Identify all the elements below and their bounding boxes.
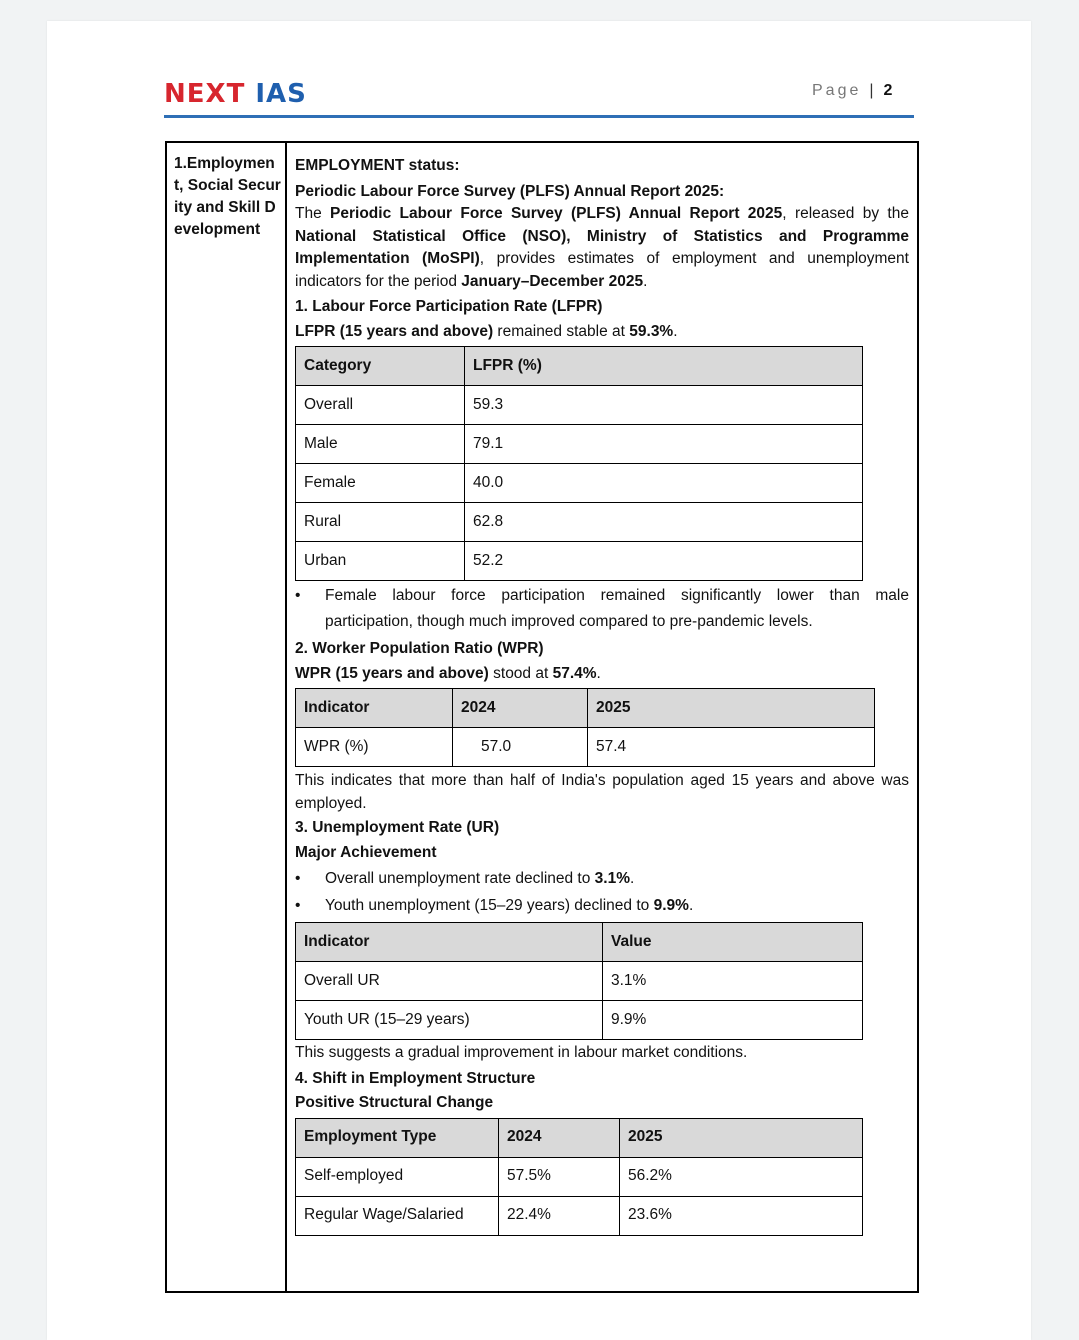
table-row xyxy=(296,728,875,767)
lfpr-summary-bold-2: 59.3% xyxy=(629,322,674,340)
intro-text-3: , provides estimates of employment and unemployment indicators for the period xyxy=(295,250,909,290)
logo-ias: IAS xyxy=(255,79,307,109)
table-cell: Youth UR (15–29 years) xyxy=(296,1001,603,1040)
page-number-label xyxy=(812,82,892,100)
table-cell: Regular Wage/Salaried xyxy=(296,1196,499,1235)
table-header-cell: 2025 xyxy=(588,689,875,728)
content-table xyxy=(165,141,919,1293)
wpr-note: This indicates that more than half of India's population aged 15 years and above was employed. xyxy=(295,772,909,812)
table-header-cell: Employment Type xyxy=(296,1118,499,1157)
table-cell: Rural xyxy=(296,503,465,542)
intro-bold-1: Periodic Labour Force Survey (PLFS) Annual Report 2025 xyxy=(330,205,783,222)
table-header-row xyxy=(296,347,863,386)
lfpr-bullets xyxy=(295,583,909,635)
intro-text-1: The xyxy=(295,205,331,222)
table-cell: 9.9% xyxy=(603,1001,863,1040)
wpr-summary-bold-2: 57.4% xyxy=(552,664,597,682)
structure-table xyxy=(295,1118,863,1236)
table-cell: Self-employed xyxy=(296,1157,499,1196)
table-header-cell: Indicator xyxy=(296,689,453,728)
lfpr-summary-text-2: . xyxy=(673,322,678,340)
table-cell: 79.1 xyxy=(465,425,863,464)
table-header-row xyxy=(296,923,863,962)
ur-bullet-2-end: . xyxy=(688,897,694,914)
ur-bullet-2-text: Youth unemployment (15–29 years) declined to xyxy=(325,897,654,914)
table-header-cell: Indicator xyxy=(296,923,603,962)
table-cell: Female xyxy=(296,464,465,503)
list-item xyxy=(295,866,909,892)
ur-subheading: Major Achievement xyxy=(295,843,437,861)
ur-bullet-1-text: Overall unemployment rate declined to xyxy=(325,870,595,887)
table-cell: Urban xyxy=(296,542,465,581)
table-cell: 3.1% xyxy=(603,962,863,1001)
table-header-cell: Category xyxy=(296,347,465,386)
table-cell: 62.8 xyxy=(465,503,863,542)
intro-text-4: . xyxy=(643,272,648,290)
table-cell: 57.4 xyxy=(588,728,875,767)
table-cell: 23.6% xyxy=(620,1196,863,1235)
wpr-table xyxy=(295,688,875,767)
table-header-row xyxy=(296,689,875,728)
ur-table xyxy=(295,922,863,1040)
lfpr-summary xyxy=(295,321,909,344)
structure-heading: 4. Shift in Employment Structure xyxy=(295,1069,536,1087)
logo-next: NEXT xyxy=(164,79,246,109)
table-row xyxy=(296,425,863,464)
intro-paragraph xyxy=(295,203,909,293)
table-header-cell: 2024 xyxy=(453,689,588,728)
intro-bold-2: National Statistical Office (NSO), Ministry of Statistics and Programme Implementation (MoSPI) xyxy=(295,227,909,267)
table-header-cell: 2025 xyxy=(620,1118,863,1157)
table-cell: Male xyxy=(296,425,465,464)
table-cell: Overall UR xyxy=(296,962,603,1001)
wpr-summary-text-1: stood at xyxy=(488,664,553,682)
table-cell: 40.0 xyxy=(465,464,863,503)
table-header-row xyxy=(296,1118,863,1157)
table-row xyxy=(296,1001,863,1040)
table-cell: 57.5% xyxy=(499,1157,620,1196)
next-ias-logo xyxy=(164,79,307,109)
ur-bullet-1-end: . xyxy=(630,870,635,887)
table-cell: WPR (%) xyxy=(296,728,453,767)
lfpr-table xyxy=(295,346,863,581)
table-row xyxy=(296,962,863,1001)
table-row xyxy=(296,1196,863,1235)
lfpr-summary-text-1: remained stable at xyxy=(493,322,630,340)
wpr-summary-bold-1: WPR (15 years and above) xyxy=(295,664,489,682)
wpr-summary xyxy=(295,663,909,686)
list-item xyxy=(295,893,909,919)
table-cell: Overall xyxy=(296,386,465,425)
lfpr-summary-bold-1: LFPR (15 years and above) xyxy=(295,322,494,340)
intro-bold-3: January–December 2025 xyxy=(461,272,644,290)
page-separator: | xyxy=(869,82,874,99)
page-label: Page xyxy=(812,82,862,99)
table-cell: 22.4% xyxy=(499,1196,620,1235)
table-row xyxy=(296,386,863,425)
table-header-cell: LFPR (%) xyxy=(465,347,863,386)
main-content-cell xyxy=(295,155,909,1238)
topic-label: 1.Employmen t, Social Security and Skill Development xyxy=(174,155,281,238)
table-row xyxy=(296,1157,863,1196)
table-row xyxy=(296,542,863,581)
ur-bullets xyxy=(295,866,909,919)
table-row xyxy=(296,464,863,503)
list-item: • Female labour force participation remained significantly lower than male participation, though much improved compared to pre-pandemic levels. xyxy=(295,583,909,635)
document-page xyxy=(47,21,1031,1340)
header-rule xyxy=(164,115,914,118)
table-header-cell: 2024 xyxy=(499,1118,620,1157)
wpr-summary-text-2: . xyxy=(596,664,601,682)
lfpr-heading: 1. Labour Force Participation Rate (LFPR) xyxy=(295,298,603,315)
table-row xyxy=(296,503,863,542)
topic-cell xyxy=(167,143,287,1291)
wpr-heading: 2. Worker Population Ratio (WPR) xyxy=(295,640,544,657)
page-number: 2 xyxy=(883,82,893,99)
table-cell: 52.2 xyxy=(465,542,863,581)
table-cell: 57.0 xyxy=(453,728,588,767)
table-cell: 59.3 xyxy=(465,386,863,425)
table-header-cell: Value xyxy=(603,923,863,962)
ur-heading: 3. Unemployment Rate (UR) xyxy=(295,819,500,836)
section-title: EMPLOYMENT status: xyxy=(295,157,460,174)
report-title: Periodic Labour Force Survey (PLFS) Annual Report 2025: xyxy=(295,182,725,200)
intro-text-2: , released by the xyxy=(782,205,909,222)
ur-bullet-2-value: 9.9% xyxy=(653,897,689,914)
ur-bullet-1-value: 3.1% xyxy=(594,870,631,887)
table-cell: 56.2% xyxy=(620,1157,863,1196)
structure-subheading: Positive Structural Change xyxy=(295,1094,494,1111)
ur-note: This suggests a gradual improvement in labour market conditions. xyxy=(295,1044,748,1061)
